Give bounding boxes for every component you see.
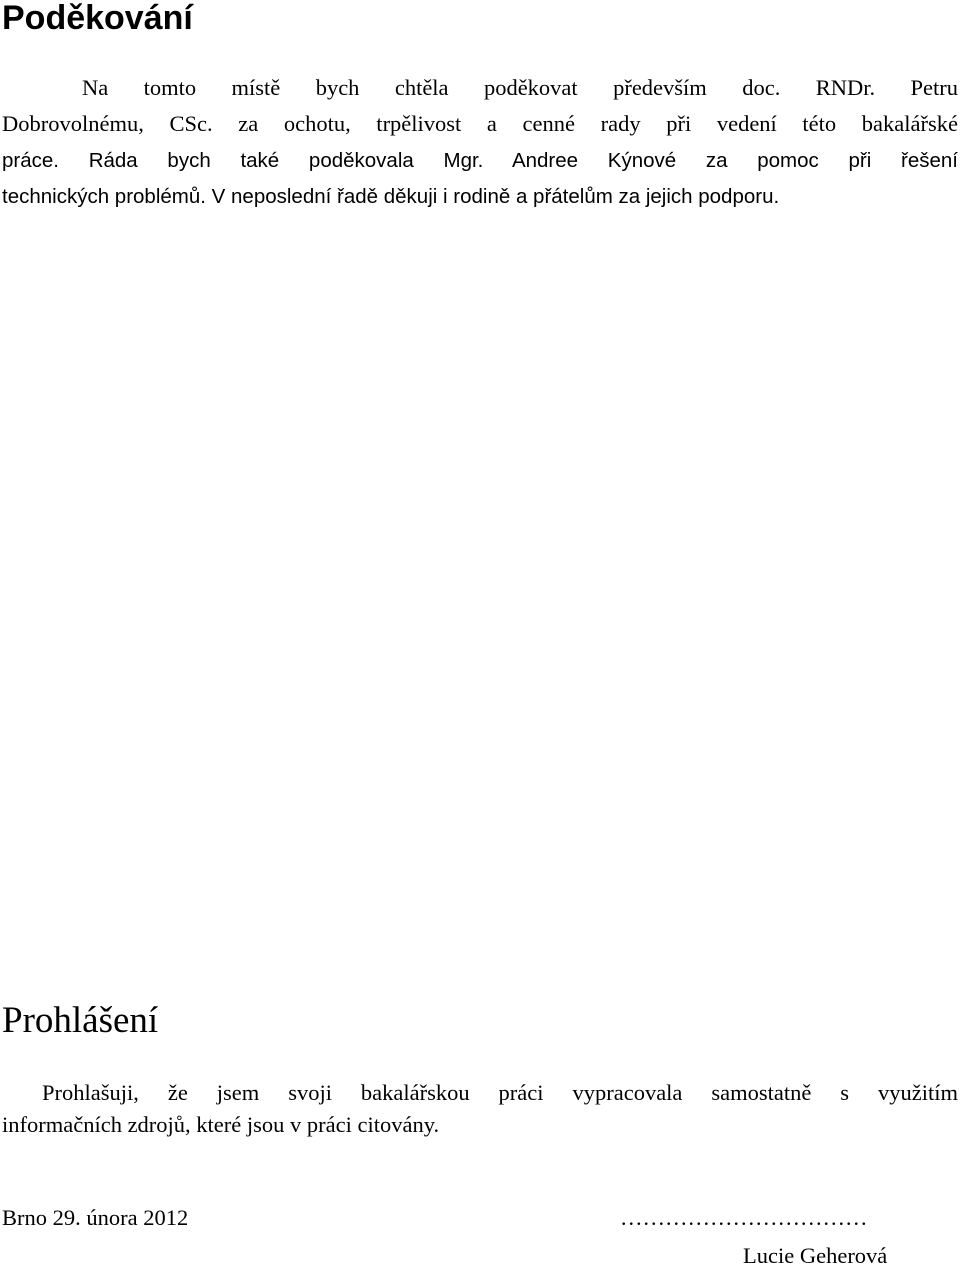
declaration-title: Prohlášení [2,1000,159,1041]
author-name: Lucie Geherová [743,1243,888,1268]
declaration-line: Prohlašuji, že jsem svoji bakalářskou práci vypracovala samostatně s využitím [42,1080,958,1105]
signature-line: …………………………… [620,1205,868,1230]
place-and-date: Brno 29. února 2012 [2,1205,189,1230]
declaration-line: informačních zdrojů, které jsou v práci citovány. [2,1112,440,1137]
acknowledgements-line: Na tomto místě bych chtěla poděkovat především doc. RNDr. Petru [82,75,958,100]
acknowledgements-line: technických problémů. V neposlední řadě děkuji i rodině a přátelům za jejich podporu. [2,185,780,208]
acknowledgements-title: Poděkování [2,0,193,37]
acknowledgements-line: Dobrovolnému, CSc. za ochotu, trpělivost a cenné rady při vedení této bakalářské [2,111,958,136]
acknowledgements-line: práce. Ráda bych také poděkovala Mgr. Andree Kýnové za pomoc při řešení [2,149,958,172]
